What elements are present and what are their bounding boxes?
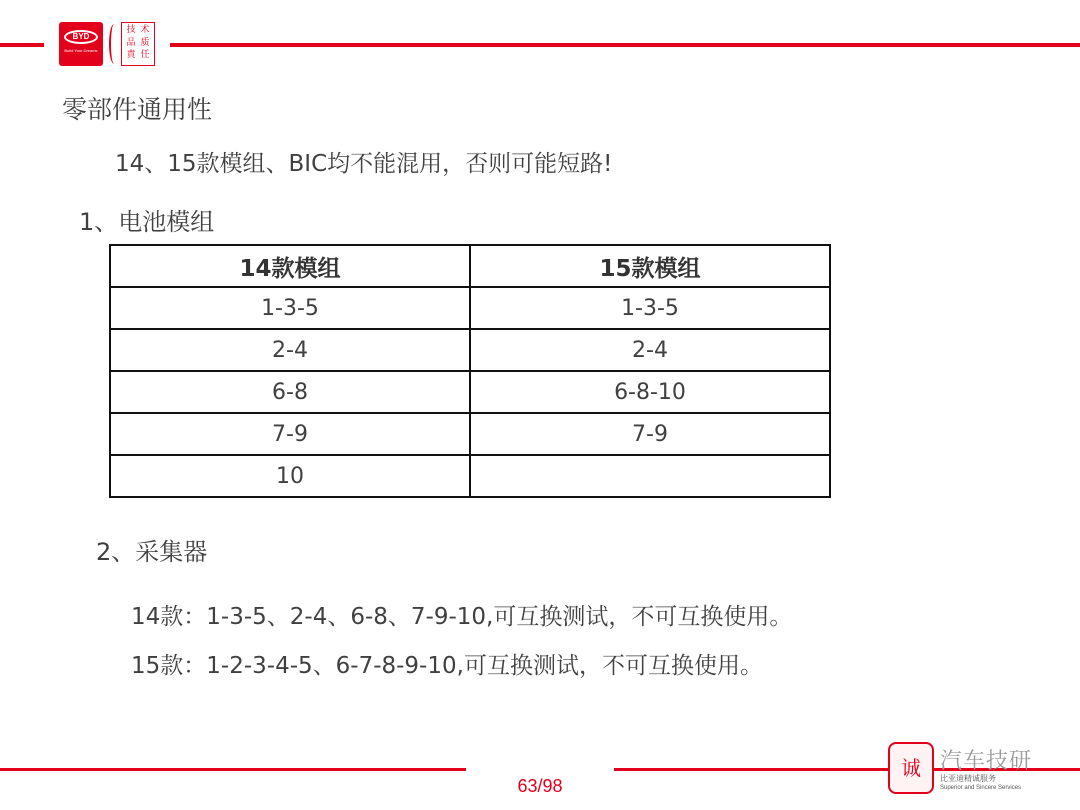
section-heading-collector: 2、采集器	[96, 538, 208, 566]
table-cell: 1-3-5	[470, 287, 830, 329]
byd-logo-text: BYD	[64, 30, 98, 44]
page-number: 63/98	[517, 776, 563, 796]
slide-title: 零部件通用性	[62, 95, 213, 124]
seal-char: 术	[140, 25, 150, 35]
warning-note: 14、15款模组、BIC均不能混用，否则可能短路!	[115, 151, 613, 177]
seal-char: 技	[126, 25, 136, 35]
table-row	[110, 329, 830, 371]
column-header-15: 15款模组	[470, 245, 830, 287]
watermark	[888, 740, 1073, 800]
watermark-seal-icon: 诚	[888, 742, 934, 794]
table-row	[110, 413, 830, 455]
seal-char: 品	[126, 37, 136, 48]
table-header-row	[110, 245, 830, 287]
module-compatibility-table	[109, 244, 831, 498]
header-rule-right	[170, 43, 1080, 47]
header-rule-left	[0, 43, 44, 47]
seal-char: 責	[126, 50, 136, 61]
collector-note-15: 15款：1-2-3-4-5、6-7-8-9-10,可互换测试，不可互换使用。	[131, 653, 763, 679]
seal-char: 质	[140, 37, 150, 48]
table-cell: 2-4	[470, 329, 830, 371]
byd-logo-tagline: Build Your Dreams	[64, 48, 98, 53]
table-cell: 7-9	[110, 413, 470, 455]
section-heading-battery-module: 1、电池模组	[79, 208, 215, 236]
column-header-14: 14款模组	[110, 245, 470, 287]
watermark-text: 汽车技研	[940, 749, 1033, 774]
table-cell: 6-8	[110, 371, 470, 413]
table-row	[110, 287, 830, 329]
table-row	[110, 371, 830, 413]
byd-logo	[59, 22, 103, 66]
table-cell: 2-4	[110, 329, 470, 371]
watermark-subtitle-en: Superior and Sincere Services	[940, 785, 1022, 791]
watermark-subtitle: 比亚迪精诚服务	[940, 774, 996, 783]
table-cell: 6-8-10	[470, 371, 830, 413]
logo-divider	[109, 24, 119, 64]
table-cell: 1-3-5	[110, 287, 470, 329]
table-cell	[470, 455, 830, 497]
seal-char: 任	[140, 50, 150, 61]
quality-seal	[121, 22, 155, 66]
footer-rule-left	[0, 768, 466, 771]
table-cell: 7-9	[470, 413, 830, 455]
table-cell: 10	[110, 455, 470, 497]
table-row	[110, 455, 830, 497]
collector-note-14: 14款：1-3-5、2-4、6-8、7-9-10,可互换测试，不可互换使用。	[131, 604, 793, 630]
